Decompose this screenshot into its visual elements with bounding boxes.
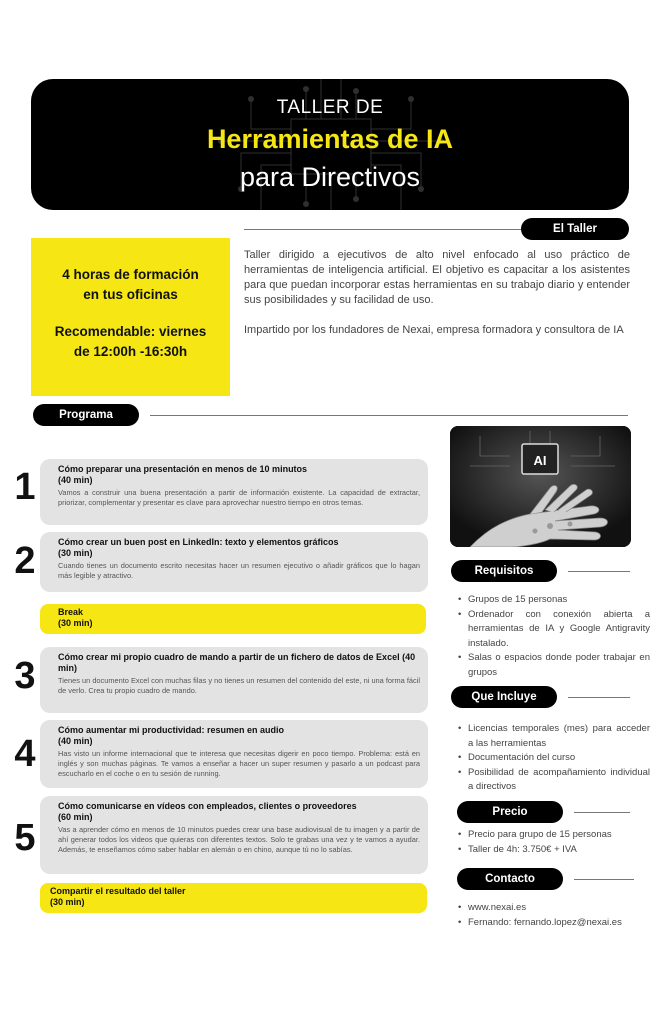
break-title: Break	[58, 607, 84, 617]
email-link[interactable]: • Fernando: fernando.lopez@nexai.es	[458, 916, 658, 931]
module-number: 3	[14, 655, 36, 697]
section-pill-incluye: Que Incluye	[451, 686, 557, 708]
intro-paragraph: Taller dirigido a ejecutivos de alto nivel enfocado al uso práctico de herramientas de inteligencia artificial. El objetivo es capacitar a los asistentes para que puedan incorporar estas herramientas en su trabajo diario y entender sus posibilidades y su facilidad de uso.	[244, 249, 630, 306]
module-title: Cómo aumentar mi productividad: resumen en audio	[58, 725, 285, 735]
module-description: Cuando tienes un documento escrito necesitas hacer un resumen ejecutivo o añadir gráficos que lo hagan más legible y atractivo.	[58, 561, 420, 580]
module-duration: (40 min)	[58, 475, 93, 485]
module-card	[40, 532, 428, 592]
ai-chip-label: AI	[533, 453, 547, 468]
highlight-line: en tus oficinas	[83, 287, 178, 302]
list-item: • Grupos de 15 personas	[458, 593, 650, 608]
break-duration: (30 min)	[58, 618, 93, 628]
closing-duration: (30 min)	[50, 897, 85, 907]
module-title: Cómo preparar una presentación en menos de 10 minutos	[58, 464, 308, 474]
divider	[568, 571, 630, 572]
list-item: • Documentación del curso	[458, 751, 650, 766]
module-description: Vas a aprender cómo en menos de 10 minutos puedes crear una base audiovisual de tu imagen y a partir de ahí generar todos los videos que quieras con diferentes textos. Solo te grabas una vez y te vamos a ayudar. Además, te enseñamos cómo saber hablar en alemán o en chino, aunque tú no lo sabías.	[58, 825, 420, 854]
module-number: 4	[14, 733, 36, 775]
list-item: • Posibilidad de acompañamiento individual a directivos	[458, 766, 650, 795]
module-duration: (30 min)	[58, 548, 93, 558]
section-pill-taller: El Taller	[521, 218, 629, 240]
highlight-box	[31, 238, 230, 396]
list-item: • Ordenador con conexión abierta a herramientas de IA y Google Antigravity instalado.	[458, 608, 650, 652]
module-duration: (40 min)	[58, 736, 93, 746]
module-card	[40, 459, 428, 525]
divider	[574, 879, 634, 880]
highlight-line: de 12:00h -16:30h	[73, 344, 188, 359]
header-banner	[31, 79, 629, 210]
module-number: 5	[14, 817, 36, 859]
section-pill-programa: Programa	[33, 404, 139, 426]
header-subtitle: para Directivos	[239, 162, 421, 192]
section-pill-requisitos: Requisitos	[451, 560, 557, 582]
divider	[574, 812, 630, 813]
divider	[150, 415, 628, 416]
highlight-line: Recomendable: viernes	[54, 324, 207, 339]
divider	[568, 697, 630, 698]
intro-paragraph: Impartido por los fundadores de Nexai, empresa formadora y consultora de IA	[244, 324, 624, 336]
robot-hand-image	[450, 426, 631, 547]
highlight-line: 4 horas de formación	[62, 267, 199, 282]
website-link[interactable]: • www.nexai.es	[458, 901, 658, 916]
module-title: Cómo comunicarse en vídeos con empleados, clientes o proveedores	[58, 801, 357, 811]
module-description: Has visto un informe internacional que te interesa que necesitas digerir en poco tiempo. Problema: está en inglés y son muchas páginas. Te vamos a enseñar a hacer un super resumen y pasarlo a un podcast para escucharlo en el coche o en tu sesión de running.	[58, 749, 420, 778]
list-item: • Licencias temporales (mes) para acceder a las herramientas	[458, 722, 650, 751]
module-title: Cómo crear un buen post en LinkedIn: texto y elementos gráficos	[58, 537, 339, 547]
precio-list	[458, 828, 650, 857]
section-pill-precio: Precio	[457, 801, 563, 823]
module-card	[40, 796, 428, 874]
closing-card	[40, 883, 427, 913]
module-description: Tienes un documento Excel con muchas filas y no tienes un resumen del contenido del este, ni una forma fácil de verlo. Crea tu propio cuadro de mando.	[58, 676, 420, 695]
list-item: • Salas o espacios donde poder trabajar en grupos	[458, 651, 650, 680]
intro-text	[244, 248, 630, 338]
header-pretitle: TALLER DE	[276, 97, 384, 118]
closing-title: Compartir el resultado del taller	[50, 886, 186, 896]
module-card	[40, 647, 428, 713]
section-pill-contacto: Contacto	[457, 868, 563, 890]
module-duration: (60 min)	[58, 812, 93, 822]
break-card	[40, 604, 426, 634]
contacto-list	[458, 901, 658, 930]
module-description: Vamos a construir una buena presentación a partir de información existente. La capacidad de extractar, priorizar, complementar y presentar es clave para aprovechar nuestro tiempo en otros temas.	[58, 488, 420, 507]
header-title: Herramientas de IA	[206, 124, 454, 154]
list-item: • Taller de 4h: 3.750€ + IVA	[458, 843, 650, 858]
module-number: 2	[14, 540, 36, 582]
module-card	[40, 720, 428, 788]
module-number: 1	[14, 466, 36, 508]
divider	[244, 229, 534, 230]
module-title: Cómo crear mi propio cuadro de mando a partir de un fichero de datos de Excel (40 min)	[58, 652, 416, 673]
list-item: • Precio para grupo de 15 personas	[458, 828, 650, 843]
incluye-list	[458, 722, 650, 795]
requisitos-list	[458, 593, 650, 680]
robot-hand-icon	[450, 426, 631, 547]
